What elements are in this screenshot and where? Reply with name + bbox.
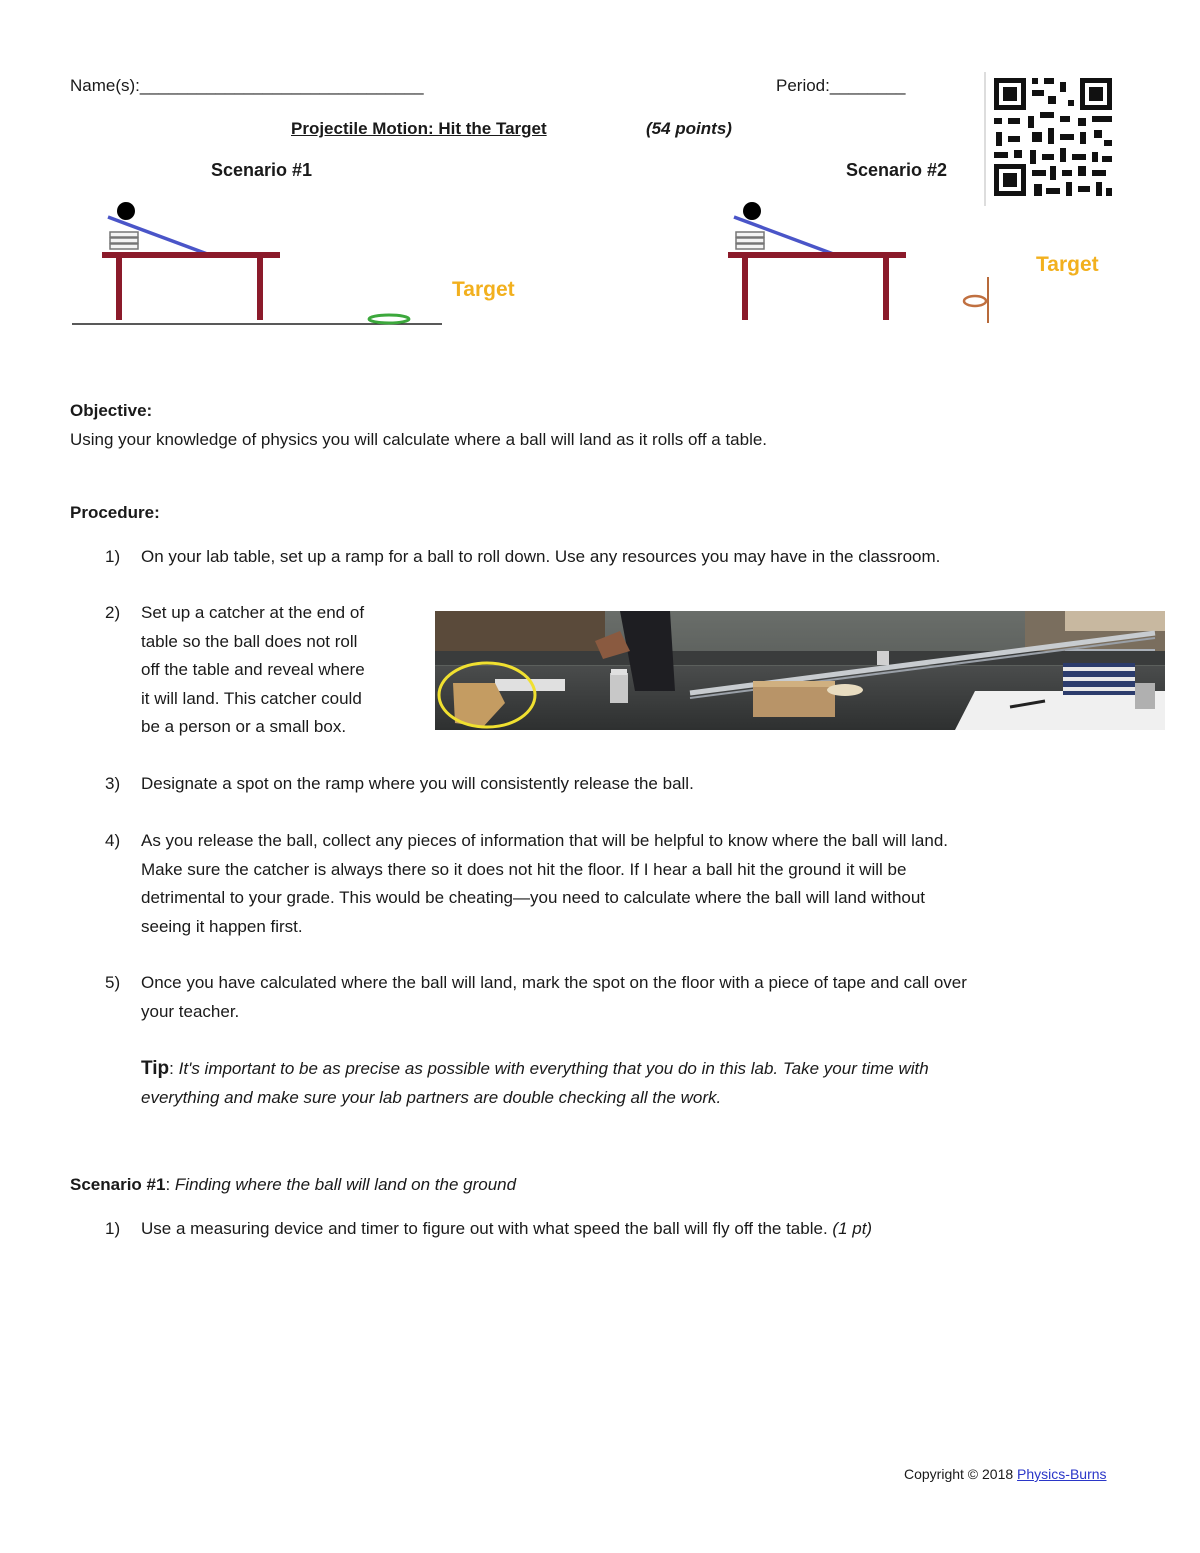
book-stack-icon bbox=[110, 232, 138, 249]
item-text: table so the ball does not roll bbox=[141, 631, 358, 651]
procedure-heading: Procedure: bbox=[70, 503, 160, 522]
table-icon bbox=[102, 252, 280, 320]
tip-line-2: everything and make sure your lab partners are double checking all the work. bbox=[141, 1088, 722, 1107]
tip-line-1: Tip: It's important to be as precise as possible with everything that you do in this lab. Take your time with bbox=[141, 1058, 929, 1079]
procedure-item-4 bbox=[0, 827, 1200, 947]
ball-icon bbox=[743, 202, 761, 220]
item-number: 1) bbox=[105, 547, 121, 566]
procedure-item-2 bbox=[0, 599, 430, 744]
item-number: 5) bbox=[105, 973, 121, 992]
objective-heading: Objective: bbox=[70, 401, 153, 420]
item-text: seeing it happen first. bbox=[141, 916, 303, 936]
footer bbox=[904, 1466, 1107, 1482]
item-number: 4) bbox=[105, 831, 121, 850]
scenario1-subtitle: Finding where the ball will land on the ground bbox=[174, 1175, 517, 1194]
scenario1-section-heading: Scenario #1: Finding where the ball will land on the ground bbox=[70, 1175, 517, 1194]
item-text: Make sure the catcher is always there so it does not hit the floor. If I hear a ball hit the ground it will be bbox=[141, 859, 907, 879]
points-total: (54 points) bbox=[646, 119, 732, 138]
lab-setup-photo bbox=[435, 611, 1165, 730]
item-number: 1) bbox=[105, 1219, 121, 1238]
period-field-label: Period:________ bbox=[776, 76, 906, 95]
qr-code bbox=[984, 72, 1118, 206]
book-stack-icon bbox=[736, 232, 764, 249]
scenario2-diagram bbox=[720, 195, 1010, 335]
ball-icon bbox=[117, 202, 135, 220]
item-points: (1 pt) bbox=[832, 1219, 873, 1238]
item-number: 2) bbox=[105, 603, 121, 622]
item-text: detrimental to your grade. This would be cheating—you need to calculate where the ball will land without bbox=[141, 888, 926, 907]
item-number: 3) bbox=[105, 774, 121, 793]
item-text: your teacher. bbox=[141, 1001, 240, 1021]
page-title: Projectile Motion: Hit the Target bbox=[291, 119, 547, 138]
physics-burns-link[interactable]: Physics-Burns bbox=[1017, 1466, 1107, 1482]
item-text: off the table and reveal where bbox=[141, 660, 365, 679]
scenario1-heading: Scenario #1 bbox=[70, 1175, 166, 1194]
table-icon bbox=[728, 252, 906, 320]
target-label-1: Target bbox=[452, 278, 515, 301]
scenario2-label: Scenario #2 bbox=[846, 160, 948, 180]
objective-text: Using your knowledge of physics you will calculate where a ball will land as it rolls off a table. bbox=[70, 430, 768, 449]
hoop-ring-icon bbox=[964, 296, 986, 306]
item-text-with-points bbox=[141, 1215, 872, 1244]
target-label-2: Target bbox=[1036, 253, 1099, 276]
tip-text: It's important to be as precise as possible with everything that you do in this lab. Take your time with bbox=[178, 1059, 929, 1078]
item-text: it will land. This catcher could bbox=[141, 688, 362, 708]
item-text: On your lab table, set up a ramp for a ball to roll down. Use any resources you may have in the classroom. bbox=[141, 547, 941, 566]
scenario1-label: Scenario #1 bbox=[211, 160, 313, 180]
copyright-text: Copyright © 2018 bbox=[904, 1466, 1014, 1482]
procedure-item-5 bbox=[0, 969, 1200, 1029]
item-text: As you release the ball, collect any pieces of information that will be helpful to know where the ball will land. bbox=[141, 831, 948, 850]
tip-label: Tip bbox=[141, 1058, 170, 1079]
item-text: Set up a catcher at the end of bbox=[141, 603, 365, 622]
item-text: be a person or a small box. bbox=[141, 717, 347, 736]
item-text: Designate a spot on the ramp where you will consistently release the ball. bbox=[141, 774, 694, 793]
scenario1-diagram bbox=[60, 195, 460, 335]
item-text: Once you have calculated where the ball will land, mark the spot on the floor with a piece of tape and call over bbox=[141, 973, 967, 992]
item-text: Use a measuring device and timer to figure out with what speed the ball will fly off the table. bbox=[141, 1219, 828, 1238]
target-ring-icon bbox=[369, 315, 409, 323]
name-field-label: Name(s):______________________________ bbox=[70, 76, 424, 95]
